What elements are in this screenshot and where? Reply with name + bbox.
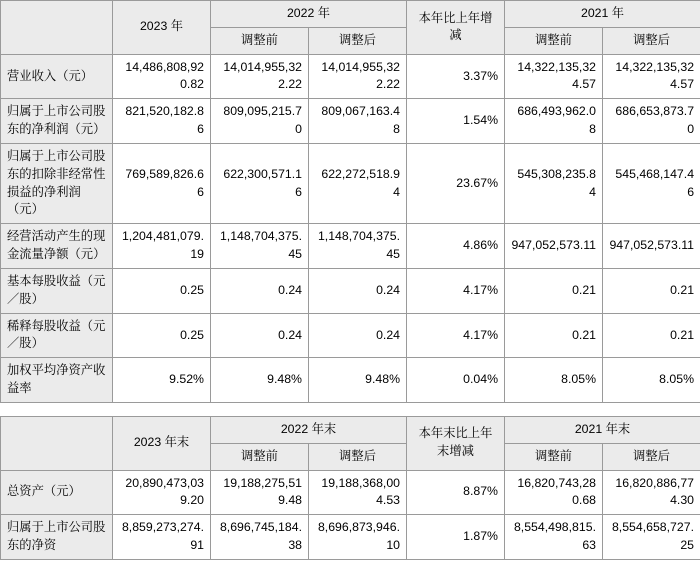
cell-2022-before: 19,188,275,519.48 — [211, 470, 309, 515]
cell-change: 3.37% — [407, 54, 505, 99]
header-2022-after: 调整后 — [309, 27, 407, 54]
table-row — [1, 224, 700, 269]
cell-2022-before: 8,696,745,184.38 — [211, 515, 309, 560]
cell-2021-after: 947,052,573.11 — [603, 224, 700, 269]
cell-2023: 20,890,473,039.20 — [113, 470, 211, 515]
header-2021-after: 调整后 — [603, 443, 700, 470]
cell-2021-before: 545,308,235.84 — [505, 143, 603, 223]
cell-2022-after: 8,696,873,946.10 — [309, 515, 407, 560]
cell-2021-after: 0.21 — [603, 313, 700, 358]
cell-change: 4.86% — [407, 224, 505, 269]
cell-2021-before: 8,554,498,815.63 — [505, 515, 603, 560]
cell-2022-before: 622,300,571.16 — [211, 143, 309, 223]
row-label: 稀释每股收益（元／股） — [1, 313, 113, 358]
header-2023: 2023 年 — [113, 1, 211, 55]
cell-2023: 821,520,182.86 — [113, 99, 211, 144]
cell-2022-before: 14,014,955,322.22 — [211, 54, 309, 99]
row-label: 归属于上市公司股东的净利润（元） — [1, 99, 113, 144]
table-row — [1, 515, 700, 560]
cell-2021-after: 8,554,658,727.25 — [603, 515, 700, 560]
cell-2022-before: 1,148,704,375.45 — [211, 224, 309, 269]
header-change: 本年比上年增减 — [407, 1, 505, 55]
row-label: 基本每股收益（元／股） — [1, 268, 113, 313]
cell-2022-before: 0.24 — [211, 313, 309, 358]
row-label: 总资产（元） — [1, 470, 113, 515]
table-row — [1, 143, 700, 223]
cell-2022-after: 0.24 — [309, 268, 407, 313]
cell-2022-after: 14,014,955,322.22 — [309, 54, 407, 99]
cell-2021-before: 686,493,962.08 — [505, 99, 603, 144]
row-label: 归属于上市公司股东的扣除非经常性损益的净利润（元） — [1, 143, 113, 223]
cell-change: 1.54% — [407, 99, 505, 144]
row-label: 归属于上市公司股东的净资 — [1, 515, 113, 560]
cell-2021-before: 947,052,573.11 — [505, 224, 603, 269]
header-2022-after: 调整后 — [309, 443, 407, 470]
cell-2022-before: 0.24 — [211, 268, 309, 313]
cell-2023: 1,204,481,079.19 — [113, 224, 211, 269]
cell-2023: 9.52% — [113, 358, 211, 403]
cell-change: 1.87% — [407, 515, 505, 560]
cell-2021-after: 545,468,147.46 — [603, 143, 700, 223]
table-row — [1, 54, 700, 99]
cell-2022-after: 19,188,368,004.53 — [309, 470, 407, 515]
cell-change: 0.04% — [407, 358, 505, 403]
cell-2021-before: 0.21 — [505, 268, 603, 313]
cell-2023: 769,589,826.66 — [113, 143, 211, 223]
row-label: 加权平均净资产收益率 — [1, 358, 113, 403]
cell-change: 4.17% — [407, 313, 505, 358]
table-gap — [0, 403, 700, 416]
header-blank-cell — [1, 1, 113, 55]
header-2021-end: 2021 年末 — [505, 416, 700, 443]
header-2021: 2021 年 — [505, 1, 700, 28]
table-row — [1, 470, 700, 515]
cell-2021-after: 14,322,135,324.57 — [603, 54, 700, 99]
header-2022-before: 调整前 — [211, 27, 309, 54]
table2-header-row-top — [1, 416, 700, 443]
header-blank-cell — [1, 416, 113, 470]
cell-2022-after: 1,148,704,375.45 — [309, 224, 407, 269]
cell-2023: 0.25 — [113, 313, 211, 358]
cell-2022-before: 9.48% — [211, 358, 309, 403]
cell-2021-after: 8.05% — [603, 358, 700, 403]
cell-change: 4.17% — [407, 268, 505, 313]
header-change-end: 本年末比上年末增减 — [407, 416, 505, 470]
cell-2021-before: 0.21 — [505, 313, 603, 358]
cell-2022-after: 622,272,518.94 — [309, 143, 407, 223]
cell-2021-after: 16,820,886,774.30 — [603, 470, 700, 515]
header-2023-end: 2023 年末 — [113, 416, 211, 470]
row-label: 营业收入（元） — [1, 54, 113, 99]
table-header-row-top — [1, 1, 700, 28]
cell-change: 8.87% — [407, 470, 505, 515]
cell-change: 23.67% — [407, 143, 505, 223]
header-2022-end: 2022 年末 — [211, 416, 407, 443]
cell-2021-before: 16,820,743,280.68 — [505, 470, 603, 515]
cell-2021-before: 8.05% — [505, 358, 603, 403]
cell-2022-before: 809,095,215.70 — [211, 99, 309, 144]
table-row — [1, 358, 700, 403]
cell-2022-after: 9.48% — [309, 358, 407, 403]
header-2022: 2022 年 — [211, 1, 407, 28]
table-row — [1, 313, 700, 358]
cell-2022-after: 809,067,163.48 — [309, 99, 407, 144]
cell-2021-after: 0.21 — [603, 268, 700, 313]
header-2021-before: 调整前 — [505, 27, 603, 54]
header-2021-after: 调整后 — [603, 27, 700, 54]
row-label: 经营活动产生的现金流量净额（元） — [1, 224, 113, 269]
table-row — [1, 268, 700, 313]
header-2022-before: 调整前 — [211, 443, 309, 470]
header-2021-before: 调整前 — [505, 443, 603, 470]
table-row — [1, 99, 700, 144]
balance-indicators-table — [0, 416, 700, 560]
cell-2021-before: 14,322,135,324.57 — [505, 54, 603, 99]
cell-2023: 14,486,808,920.82 — [113, 54, 211, 99]
cell-2021-after: 686,653,873.70 — [603, 99, 700, 144]
cell-2022-after: 0.24 — [309, 313, 407, 358]
cell-2023: 8,859,273,274.91 — [113, 515, 211, 560]
cell-2023: 0.25 — [113, 268, 211, 313]
